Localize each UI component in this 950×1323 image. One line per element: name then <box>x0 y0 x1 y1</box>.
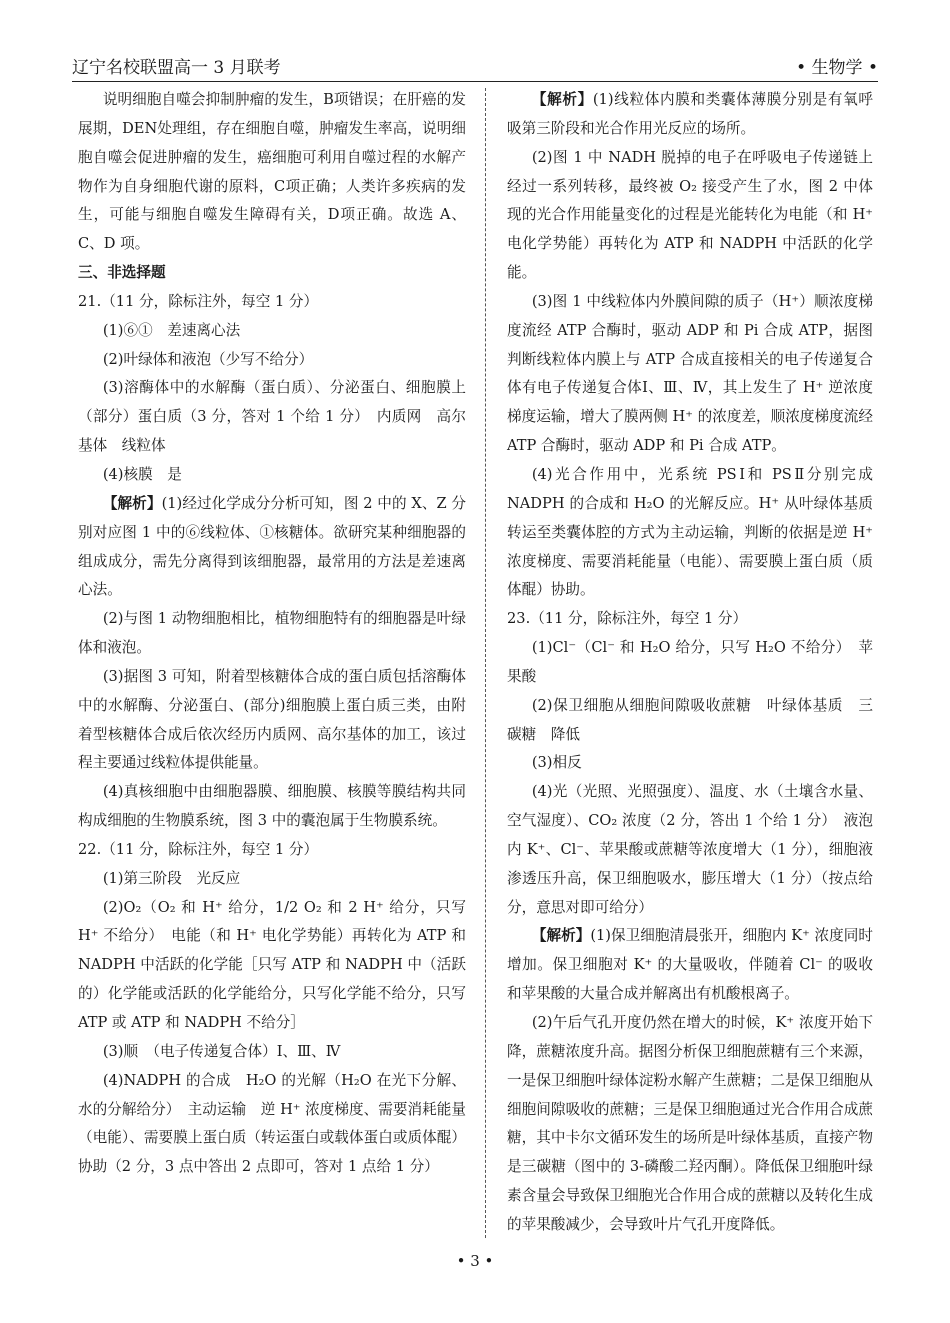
analysis-tag: 【解析】 <box>102 494 162 512</box>
q22-analysis-1 <box>507 86 873 144</box>
q23-analysis-2: (2)午后气孔开度仍然在增大的时候，K⁺ 浓度开始下降，蔗糖浓度升高。据图分析保卫细胞蔗糖有三个来源，一是保卫细胞叶绿体淀粉水解产生蔗糖；二是保卫细胞从细胞间隙吸收的蔗糖；三是保卫细胞通过光合作用合成蔗糖，其中卡尔文循环发生的场所是叶绿体基质，直接产物是三碳糖（图中的 3-磷酸二羟丙酮）。降低保卫细胞叶绿素含量会导致保卫细胞光合作用合成的蔗糖以及转化生成的苹果酸减少，会导致叶片气孔开度降低。 <box>507 1014 873 1233</box>
q21-analysis-1 <box>78 490 466 605</box>
page-number: • 3 • <box>456 1252 494 1270</box>
analysis-tag: 【解析】 <box>531 91 593 108</box>
column-divider <box>485 88 486 1238</box>
q23-answer-2: (2)保卫细胞从细胞间隙吸收蔗糖 叶绿体基质 三碳糖 降低 <box>507 696 873 743</box>
analysis-tag: 【解析】 <box>531 927 591 945</box>
q22-analysis-2: (2)图 1 中 NADH 脱掉的电子在呼吸电子传递链上经过一系列转移，最终被 O₂ 接受产生了水，图 2 中体现的光合作用能量变化的过程是光能转化为电能（和 H⁺ 电化学势能）再转化为 ATP 和 NADPH 中活跃的化学能。 <box>507 148 873 282</box>
q22-answer-4: (4)NADPH 的合成 H₂O 的光解（H₂O 在光下分解、水的分解给分） 主动运输 逆 H⁺ 浓度梯度、需要消耗能量（电能）、需要膜上蛋白质（转运蛋白或载体蛋白或质体醌）协助（2 分，3 点中答出 2 点即可，答对 1 点给 1 分） <box>78 1071 466 1176</box>
q22-title: 22.（11 分，除标注外，每空 1 分） <box>78 840 319 858</box>
q21-answer-1: (1)⑥① 差速离心法 <box>102 321 241 339</box>
section-heading: 三、非选择题 <box>78 264 166 282</box>
left-column <box>78 86 466 1182</box>
q21-answer-4: (4)核膜 是 <box>102 465 182 483</box>
exam-title: 辽宁名校联盟高一 3 月联考 <box>72 58 281 78</box>
page-header <box>72 52 878 82</box>
q21-analysis-4: (4)真核细胞中由细胞器膜、细胞膜、核膜等膜结构共同构成细胞的生物膜系统，图 3 中的囊泡属于生物膜系统。 <box>78 783 466 830</box>
q23-analysis-1 <box>507 922 873 1009</box>
q23-answer-3: (3)相反 <box>531 754 582 772</box>
q21-analysis-1-text: (1)经过化学成分分析可知，图 2 中的 X、Z 分别对应图 1 中的⑥线粒体、①核糖体。欲研究某种细胞器的组成成分，需先分离得到该细胞器，最常用的方法是差速离心法。 <box>78 494 466 599</box>
q20-explanation-tail: 说明细胞自噬会抑制肿瘤的发生，B项错误；在肝癌的发展期，DEN处理组，存在细胞自噬，肿瘤发生率高，说明细胞自噬会促进肿瘤的发生，癌细胞可利用自噬过程的水解产物作为自身细胞代谢的原料，C项正确；人类许多疾病的发生，可能与细胞自噬发生障碍有关，D项正确。故选 A、C、D 项。 <box>78 91 466 253</box>
q22-answer-2: (2)O₂（O₂ 和 H⁺ 给分，1/2 O₂ 和 2 H⁺ 给分，只写 H⁺ 不给分） 电能（和 H⁺ 电化学势能）再转化为 ATP 和 NADPH 中活跃的化学能［只写 ATP 和 NADPH 中（活跃的）化学能或活跃的化学能给分，只写化学能不给分，只写 ATP 或 ATP 和 NADPH 不给分］ <box>78 898 466 1031</box>
q21-analysis-3: (3)据图 3 可知，附着型核糖体合成的蛋白质包括溶酶体中的水解酶、分泌蛋白、(部分)细胞膜上蛋白质三类，由附着型核糖体合成后依次经历内质网、高尔基体的加工，该过程主要通过线粒体提供能量。 <box>78 667 466 772</box>
q22-answer-3: (3)顺 （电子传递复合体）Ⅰ、Ⅲ、Ⅳ <box>102 1042 341 1060</box>
q23-answer-4: (4)光（光照、光照强度）、温度、水（土壤含水量、空气湿度）、CO₂ 浓度（2 分，答出 1 个给 1 分） 液泡内 K⁺、Cl⁻、苹果酸或蔗糖等浓度增大（1 分），细胞液渗透压升高，保卫细胞吸水，膨压增大（1 分）（按点给分，意思对即可给分） <box>507 783 873 916</box>
subject-label: • 生物学 • <box>796 58 878 78</box>
q22-analysis-4: (4)光合作用中，光系统 PSⅠ和 PSⅡ分别完成 NADPH 的合成和 H₂O 的光解反应。H⁺ 从叶绿体基质转运至类囊体腔的方式为主动运输，判断的依据是逆 H⁺ 浓度梯度、需要消耗能量（电能）、需要膜上蛋白质（质体醌）协助。 <box>507 465 873 599</box>
q22-analysis-3: (3)图 1 中线粒体内外膜间隙的质子（H⁺）顺浓度梯度流经 ATP 合酶时，驱动 ADP 和 Pi 合成 ATP，据图判断线粒体内膜上与 ATP 合成直接相关的电子传递复合体有电子传递复合体Ⅰ、Ⅲ、Ⅳ，其上发生了 H⁺ 逆浓度梯度运输，增大了膜两侧 H⁺ 的浓度差，顺浓度梯度流经 ATP 合酶时，驱动 ADP 和 Pi 合成 ATP。 <box>507 292 873 455</box>
right-column <box>507 86 873 1240</box>
q22-answer-1: (1)第三阶段 光反应 <box>102 869 241 887</box>
q22-analysis-1-text: (1)线粒体内膜和类囊体薄膜分别是有氧呼吸第三阶段和光合作用光反应的场所。 <box>507 91 873 137</box>
q21-analysis-2: (2)与图 1 动物细胞相比，植物细胞特有的细胞器是叶绿体和液泡。 <box>78 610 466 657</box>
q21-answer-3: (3)溶酶体中的水解酶（蛋白质）、分泌蛋白、细胞膜上（部分）蛋白质（3 分，答对 1 个给 1 分） 内质网 高尔基体 线粒体 <box>78 379 466 455</box>
q23-answer-1: (1)Cl⁻（Cl⁻ 和 H₂O 给分，只写 H₂O 不给分） 苹果酸 <box>507 639 873 685</box>
q23-analysis-1-text: (1)保卫细胞清晨张开，细胞内 K⁺ 浓度同时增加。保卫细胞对 K⁺ 的大量吸收，伴随着 Cl⁻ 的吸收和苹果酸的大量合成并解离出有机酸根离子。 <box>507 927 873 1003</box>
q21-answer-2: (2)叶绿体和液泡（少写不给分） <box>102 350 314 368</box>
q23-title: 23.（11 分，除标注外，每空 1 分） <box>507 610 748 628</box>
q21-title: 21.（11 分，除标注外，每空 1 分） <box>78 292 319 310</box>
